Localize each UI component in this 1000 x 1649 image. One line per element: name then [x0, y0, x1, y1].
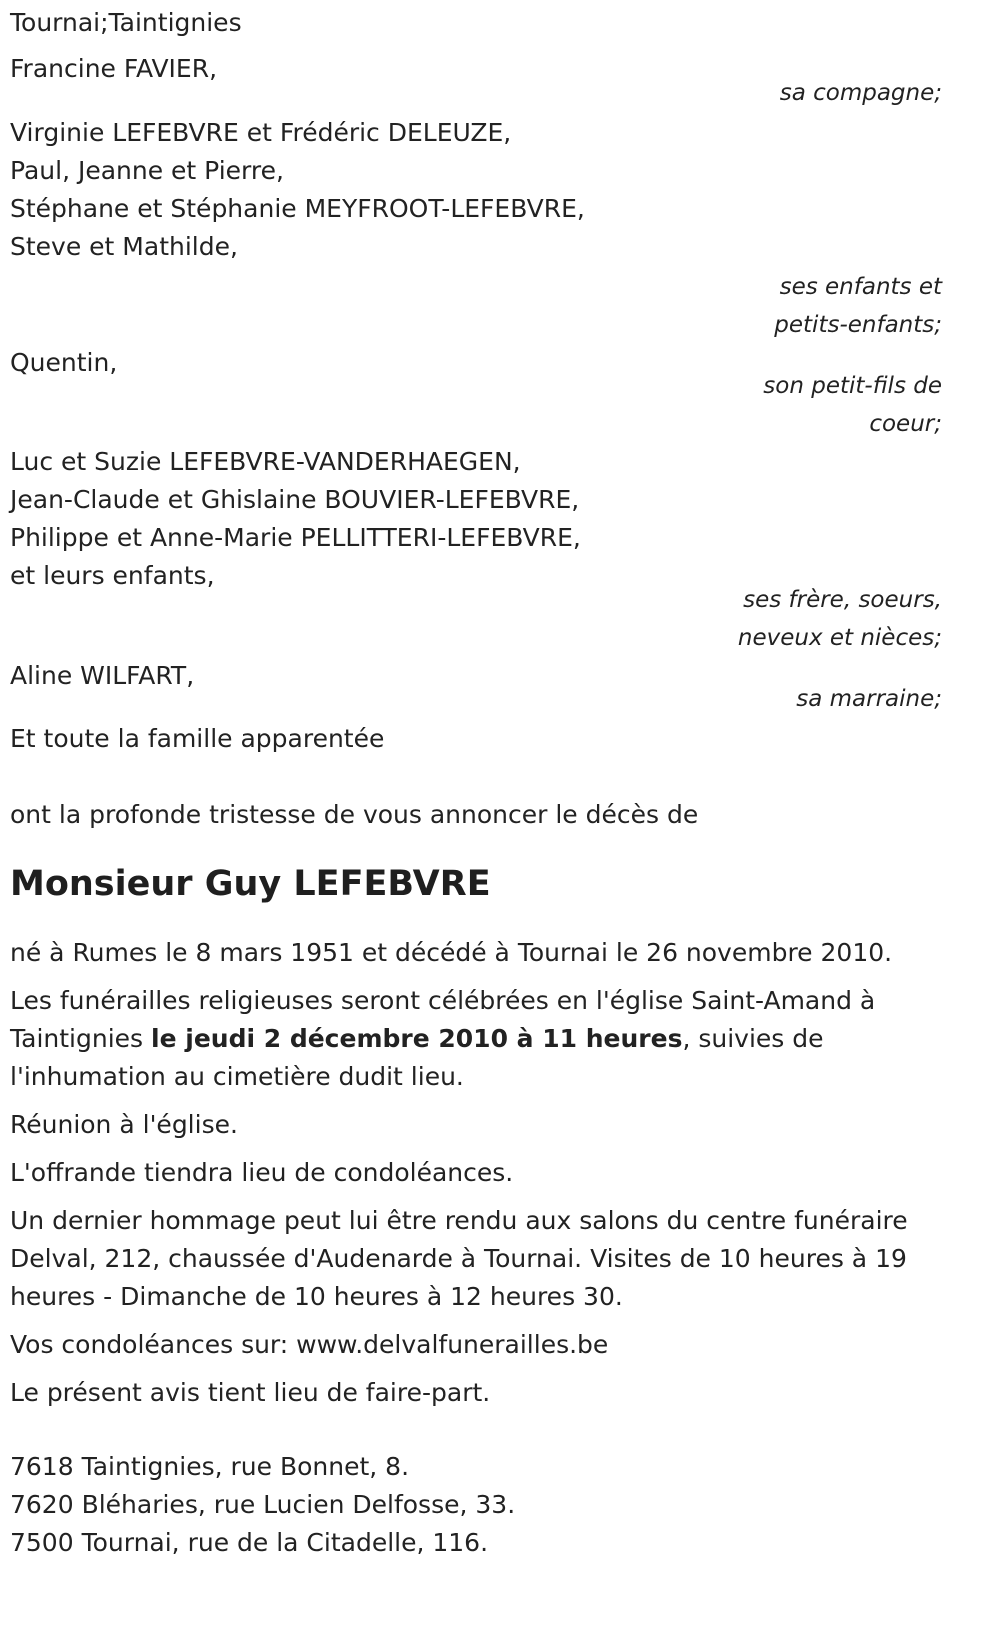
godmother-role: sa marraine;: [796, 686, 942, 712]
meeting-paragraph: Réunion à l'église.: [10, 1110, 238, 1139]
funeral-text-after: , suivies de l'inhumation au cimetière dudit lieu.: [10, 1024, 824, 1091]
location-header: Tournai;Taintignies: [10, 8, 242, 37]
godmother-name: Aline WILFART,: [10, 661, 195, 690]
address-line: 7500 Tournai, rue de la Citadelle, 116.: [10, 1528, 489, 1557]
family-member-line: Steve et Mathilde,: [10, 232, 238, 261]
address-line: 7620 Bléharies, rue Lucien Delfosse, 33.: [10, 1490, 516, 1519]
offering-paragraph: L'offrande tiendra lieu de condoléances.: [10, 1158, 514, 1187]
siblings-role-line-2: neveux et nièces;: [737, 625, 942, 651]
grandson-role-line-1: son petit-fils de: [763, 373, 942, 399]
siblings-role-line-1: ses frère, soeurs,: [743, 587, 942, 613]
condolences-paragraph: Vos condoléances sur: www.delvalfunerailles.be: [10, 1330, 609, 1359]
funeral-paragraph: [10, 982, 942, 1096]
companion-group: [10, 50, 942, 112]
godmother-group: [10, 657, 942, 718]
children-role-line-2: petits-enfants;: [774, 312, 942, 338]
address-list: [10, 1448, 942, 1562]
children-group: [10, 114, 942, 344]
children-role-line-1: ses enfants et: [779, 274, 942, 300]
birth-death-paragraph: né à Rumes le 8 mars 1951 et décédé à Tournai le 26 novembre 2010.: [10, 938, 893, 967]
extended-family: Et toute la famille apparentée: [10, 724, 385, 753]
notice-paragraph: Le présent avis tient lieu de faire-part.: [10, 1378, 491, 1407]
family-member-line: Paul, Jeanne et Pierre,: [10, 156, 284, 185]
family-member-line: Philippe et Anne-Marie PELLITTERI-LEFEBVRE,: [10, 523, 581, 552]
obituary-notice: [10, 4, 942, 1562]
companion-role: sa compagne;: [779, 80, 942, 106]
funeral-text-before: Les funérailles religieuses seront célébrées en l'église Saint-Amand à Taintignies: [10, 986, 876, 1053]
grandson-role-line-2: coeur;: [869, 411, 942, 437]
deceased-name: Monsieur Guy LEFEBVRE: [10, 864, 491, 904]
family-member-line: et leurs enfants,: [10, 561, 215, 590]
family-member-line: Luc et Suzie LEFEBVRE-VANDERHAEGEN,: [10, 447, 521, 476]
grandson-group: [10, 344, 942, 443]
family-member-line: Stéphane et Stéphanie MEYFROOT-LEFEBVRE,: [10, 194, 585, 223]
companion-name: Francine FAVIER,: [10, 54, 218, 83]
siblings-group: [10, 443, 942, 657]
family-member-line: Jean-Claude et Ghislaine BOUVIER-LEFEBVRE,: [10, 485, 580, 514]
homage-paragraph: Un dernier hommage peut lui être rendu aux salons du centre funéraire Delval, 212, chaussée d'Audenarde à Tournai. Visites de 10 heures à 19 heures - Dimanche de 10 heures à 12 heures 30.: [10, 1206, 908, 1311]
address-line: 7618 Taintignies, rue Bonnet, 8.: [10, 1452, 410, 1481]
announcement-text: ont la profonde tristesse de vous annoncer le décès de: [10, 800, 699, 829]
funeral-date-time: le jeudi 2 décembre 2010 à 11 heures: [151, 1024, 683, 1053]
grandson-name: Quentin,: [10, 348, 118, 377]
family-member-line: Virginie LEFEBVRE et Frédéric DELEUZE,: [10, 118, 512, 147]
